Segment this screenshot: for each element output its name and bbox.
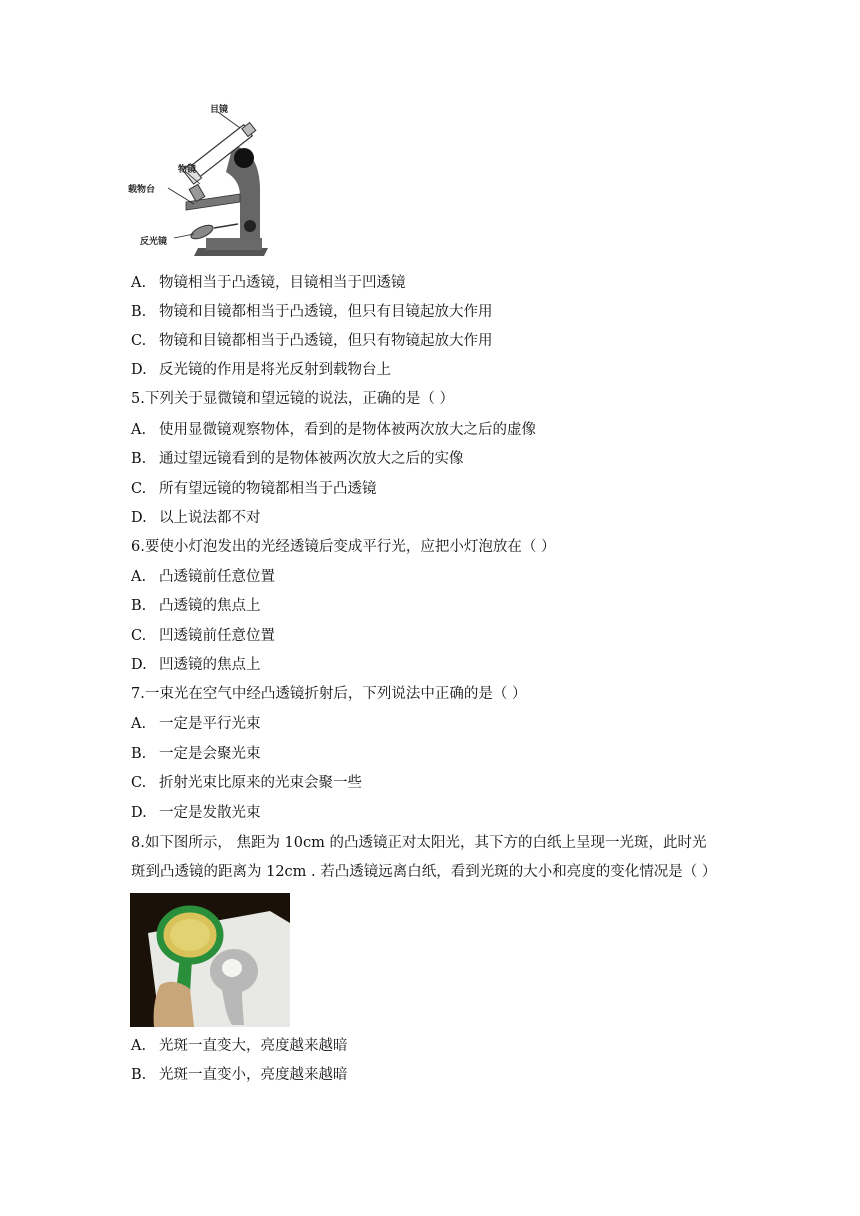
- option-label: D.: [131, 805, 147, 821]
- option-text: 光斑一直变小，亮度越来越暗: [159, 1067, 348, 1083]
- option-label: C.: [131, 628, 147, 644]
- q6-option-d: [131, 655, 261, 675]
- option-text: 以上说法都不对: [159, 510, 261, 526]
- option-text: 物镜相当于凸透镜，目镜相当于凹透镜: [159, 275, 406, 291]
- option-text: 凹透镜的焦点上: [159, 657, 261, 673]
- option-label: D.: [131, 510, 147, 526]
- option-label: D.: [131, 657, 147, 673]
- option-text: 所有望远镜的物镜都相当于凸透镜: [159, 481, 377, 497]
- q6-stem: 6.要使小灯泡发出的光经透镜后变成平行光，应把小灯泡放在（ ）: [131, 539, 556, 555]
- label-eyepiece: 目镜: [210, 105, 229, 115]
- q8-stem-line2: 斑到凸透镜的距离为 12cm . 若凸透镜远离白纸，看到光斑的大小和亮度的变化情况是（ ）: [131, 864, 717, 880]
- option-text: 物镜和目镜都相当于凸透镜，但只有目镜起放大作用: [159, 304, 493, 320]
- option-label: C.: [131, 481, 147, 497]
- option-label: B.: [131, 746, 147, 762]
- q7-option-c: [131, 773, 362, 793]
- option-label: A.: [131, 569, 147, 585]
- option-label: B.: [131, 598, 147, 614]
- option-text: 一定是会聚光束: [159, 746, 261, 762]
- option-text: 凸透镜的焦点上: [159, 598, 261, 614]
- magnifier-photo: [130, 893, 290, 1027]
- option-text: 使用显微镜观察物体，看到的是物体被两次放大之后的虚像: [159, 422, 536, 438]
- option-text: 凸透镜前任意位置: [159, 569, 275, 585]
- option-text: 通过望远镜看到的是物体被两次放大之后的实像: [159, 451, 464, 467]
- option-text: 一定是发散光束: [159, 805, 261, 821]
- q7-option-b: [131, 744, 261, 764]
- label-mirror: 反光镜: [140, 237, 168, 247]
- option-label: B.: [131, 1067, 147, 1083]
- magnifier-illustration: [130, 893, 290, 1027]
- option-label: D.: [131, 362, 147, 378]
- q6-option-a: [131, 567, 275, 587]
- option-label: C.: [131, 333, 147, 349]
- q4-option-d: [131, 360, 391, 380]
- q7-stem: 7.一束光在空气中经凸透镜折射后，下列说法中正确的是（ ）: [131, 686, 527, 702]
- q5-option-c: [131, 479, 377, 499]
- q4-option-b: [131, 302, 493, 322]
- q5-option-a: [131, 420, 536, 440]
- option-text: 折射光束比原来的光束会聚一些: [159, 775, 362, 791]
- label-objective: 物镜: [178, 165, 197, 175]
- option-text: 反光镜的作用是将光反射到载物台上: [159, 362, 391, 378]
- option-text: 凹透镜前任意位置: [159, 628, 275, 644]
- option-label: A.: [131, 275, 147, 291]
- q8-option-b: [131, 1065, 348, 1085]
- q5-option-b: [131, 449, 464, 469]
- q8-stem-line1: 8.如下图所示， 焦距为 10cm 的凸透镜正对太阳光，其下方的白纸上呈现一光斑，此时光: [131, 835, 707, 851]
- microscope-figure: [128, 100, 273, 260]
- q6-option-b: [131, 596, 261, 616]
- label-stage: 载物台: [128, 185, 156, 195]
- option-label: A.: [131, 716, 147, 732]
- q6-option-c: [131, 626, 275, 646]
- option-text: 一定是平行光束: [159, 716, 261, 732]
- q5-stem: 5.下列关于显微镜和望远镜的说法，正确的是（ ）: [131, 391, 454, 407]
- option-label: B.: [131, 304, 147, 320]
- option-label: A.: [131, 422, 147, 438]
- option-text: 光斑一直变大，亮度越来越暗: [159, 1038, 348, 1054]
- q5-option-d: [131, 508, 261, 528]
- q4-option-c: [131, 331, 493, 351]
- q4-option-a: [131, 273, 406, 293]
- option-label: C.: [131, 775, 147, 791]
- option-label: A.: [131, 1038, 147, 1054]
- q7-option-d: [131, 803, 261, 823]
- option-text: 物镜和目镜都相当于凸透镜，但只有物镜起放大作用: [159, 333, 493, 349]
- q8-option-a: [131, 1036, 348, 1056]
- option-label: B.: [131, 451, 147, 467]
- q7-option-a: [131, 714, 261, 734]
